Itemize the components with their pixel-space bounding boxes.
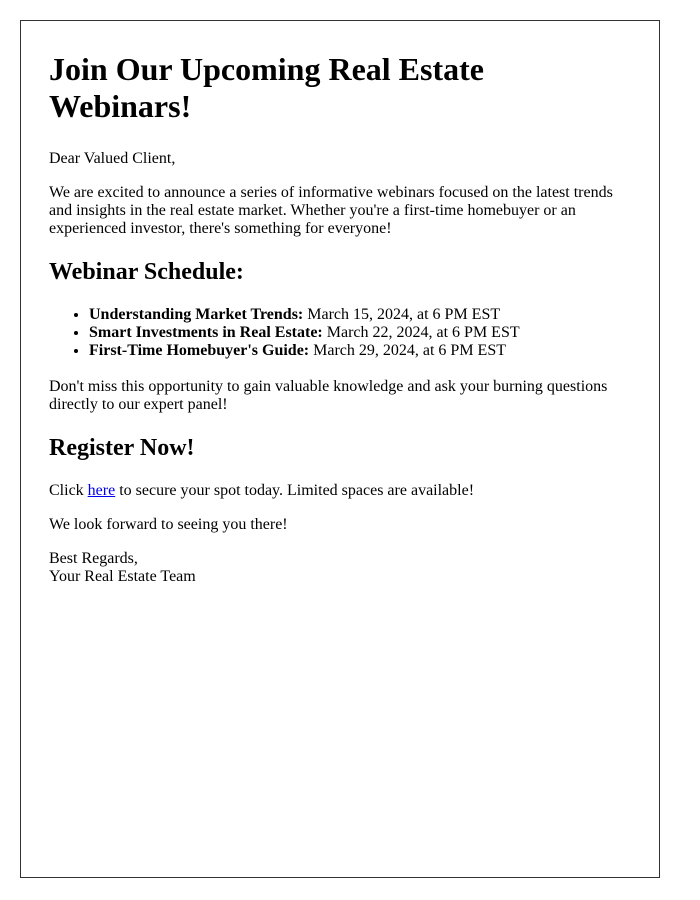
schedule-item [89, 306, 631, 324]
schedule-item-name: Understanding Market Trends: [89, 306, 304, 323]
register-text-after: to secure your spot today. Limited spaces are available! [115, 482, 475, 499]
letter-page [20, 20, 660, 878]
closing [49, 550, 631, 586]
schedule-item [89, 342, 631, 360]
look-forward-paragraph: We look forward to seeing you there! [49, 516, 288, 533]
greeting: Dear Valued Client, [49, 150, 176, 167]
schedule-item-name: First-Time Homebuyer's Guide: [89, 342, 310, 359]
page-title: Join Our Upcoming Real Estate Webinars! [49, 51, 484, 124]
schedule-heading: Webinar Schedule: [49, 259, 244, 285]
register-link[interactable]: here [87, 482, 116, 499]
schedule-item-date: March 15, 2024, at 6 PM EST [303, 306, 501, 323]
schedule-item-date: March 29, 2024, at 6 PM EST [309, 342, 506, 359]
closing-salutation: Best Regards, [49, 550, 138, 567]
register-paragraph [49, 482, 631, 500]
closing-signature: Your Real Estate Team [49, 568, 196, 585]
schedule-item-date: March 22, 2024, at 6 PM EST [322, 324, 520, 341]
schedule-list [49, 306, 631, 360]
schedule-item [89, 324, 631, 342]
register-text-before: Click [49, 482, 88, 499]
schedule-item-name: Smart Investments in Real Estate: [89, 324, 323, 341]
register-heading: Register Now! [49, 435, 195, 461]
intro-paragraph: We are excited to announce a series of informative webinars focused on the latest trends and insights in the real estate market. Whether you're a first-time homebuyer or an experienced investor, there's something for everyone! [49, 184, 613, 237]
outro-paragraph: Don't miss this opportunity to gain valuable knowledge and ask your burning questions directly to our expert panel! [49, 378, 608, 413]
